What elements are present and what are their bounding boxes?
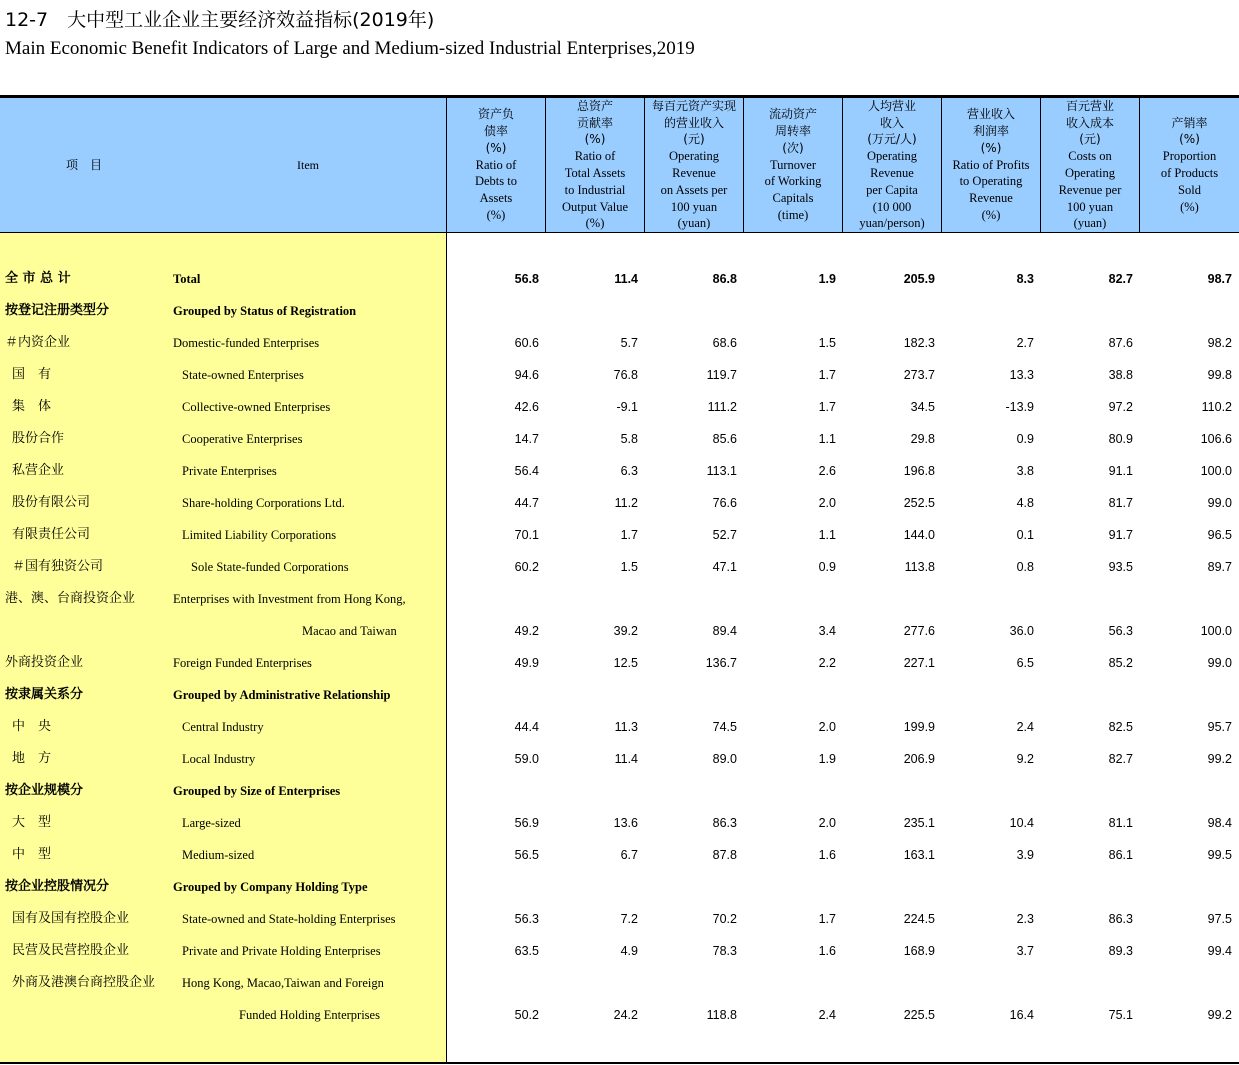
row-label-cn: 按企业控股情况分 xyxy=(5,879,110,894)
table-cell: 82.5 xyxy=(1108,720,1133,734)
row-label-cn: 国 有 xyxy=(12,367,52,382)
table-cell: 76.6 xyxy=(712,496,737,510)
table-cell: 24.2 xyxy=(613,1008,638,1022)
table-cell: 0.1 xyxy=(1016,528,1034,542)
row-label-en: Enterprises with Investment from Hong Kong, xyxy=(173,592,406,606)
table-cell: 39.2 xyxy=(613,624,638,638)
table-cell: 12.5 xyxy=(613,656,638,670)
header-column-cn: 营业收入 利润率 (%) xyxy=(966,107,1015,155)
row-label-en: Grouped by Company Holding Type xyxy=(173,880,368,894)
table-cell: 144.0 xyxy=(903,528,935,542)
table-cell: 89.3 xyxy=(1108,944,1133,958)
table-cell: 75.1 xyxy=(1108,1008,1133,1022)
row-label-en: Private Enterprises xyxy=(182,464,277,478)
table-cell: 6.5 xyxy=(1016,656,1034,670)
table-row xyxy=(0,647,1239,679)
table-cell: 2.3 xyxy=(1016,912,1034,926)
table-cell: 1.6 xyxy=(818,944,836,958)
table-cell: 1.6 xyxy=(818,848,836,862)
table-cell: 2.0 xyxy=(818,816,836,830)
table-cell: 106.6 xyxy=(1200,432,1232,446)
row-label-cn: 私营企业 xyxy=(12,463,65,478)
table-cell: 86.1 xyxy=(1108,848,1133,862)
table-cell: 89.0 xyxy=(712,752,737,766)
header-column-en: Costs on Operating Revenue per 100 yuan (yuan) xyxy=(1058,149,1122,231)
table-cell: 56.3 xyxy=(514,912,539,926)
header-column xyxy=(1040,98,1139,232)
header-column-cn: 人均营业 收入 (万元/人) xyxy=(867,98,917,147)
table-cell: 11.2 xyxy=(614,496,638,510)
table-cell: 70.1 xyxy=(514,528,539,542)
table-row xyxy=(0,583,1239,615)
table-row xyxy=(0,423,1239,455)
table-cell: 86.8 xyxy=(712,272,737,286)
table-cell: 11.3 xyxy=(614,720,638,734)
table-cell: 113.8 xyxy=(904,560,935,574)
header-column-en: Ratio of Total Assets to Industrial Output Value (%) xyxy=(561,149,629,231)
table-cell: 56.8 xyxy=(514,272,539,286)
table-cell: 9.2 xyxy=(1016,752,1034,766)
table-cell: 100.0 xyxy=(1200,624,1232,638)
header-column xyxy=(842,98,941,232)
table-cell: 82.7 xyxy=(1108,272,1133,286)
table-cell: 1.7 xyxy=(818,368,836,382)
table-cell: 0.8 xyxy=(1016,560,1034,574)
row-label-cn: ＃国有独资公司 xyxy=(12,559,104,574)
table-row xyxy=(0,263,1239,295)
table-row xyxy=(0,807,1239,839)
table-cell: 2.2 xyxy=(818,656,836,670)
table-cell: 59.0 xyxy=(514,752,539,766)
table-cell: 44.7 xyxy=(514,496,539,510)
table-cell: 224.5 xyxy=(903,912,935,926)
table-cell: 110.2 xyxy=(1201,400,1232,414)
table-cell: 205.9 xyxy=(903,272,935,286)
table-cell: 118.8 xyxy=(706,1008,737,1022)
table-cell: 2.4 xyxy=(818,1008,836,1022)
row-label-en: Total xyxy=(173,272,201,286)
table-cell: 91.1 xyxy=(1108,464,1133,478)
table-cell: 89.4 xyxy=(712,624,737,638)
table-row xyxy=(0,711,1239,743)
table-cell: 14.7 xyxy=(514,432,539,446)
header-column-cn: 总资产 贡献率 (%) xyxy=(576,98,613,147)
table-cell: 56.5 xyxy=(514,848,539,862)
row-label-cn: 外商及港澳台商控股企业 xyxy=(12,975,156,990)
table-row xyxy=(0,871,1239,903)
row-label-en: Local Industry xyxy=(182,752,256,766)
row-label-cn: 中 央 xyxy=(12,719,52,734)
table-row xyxy=(0,391,1239,423)
table-cell: 273.7 xyxy=(903,368,935,382)
table-cell: 1.9 xyxy=(818,272,836,286)
table-cell: 16.4 xyxy=(1009,1008,1034,1022)
row-label-en: Central Industry xyxy=(182,720,264,734)
table-cell: 76.8 xyxy=(613,368,638,382)
table-cell: 8.3 xyxy=(1016,272,1034,286)
table-cell: 50.2 xyxy=(514,1008,539,1022)
header-column-en: Proportion of Products Sold (%) xyxy=(1160,149,1219,214)
row-label-en: State-owned and State-holding Enterprises xyxy=(182,912,396,926)
table-cell: 225.5 xyxy=(903,1008,935,1022)
table-cell: 1.9 xyxy=(818,752,836,766)
table-cell: 42.6 xyxy=(514,400,539,414)
table-cell: 5.7 xyxy=(620,336,638,350)
table-cell: 196.8 xyxy=(903,464,935,478)
table-cell: 99.4 xyxy=(1207,944,1232,958)
table-cell: 68.6 xyxy=(712,336,737,350)
table-cell: 56.4 xyxy=(514,464,539,478)
row-label-en: State-owned Enterprises xyxy=(182,368,304,382)
table-cell: 56.3 xyxy=(1108,624,1133,638)
header-column xyxy=(941,98,1040,232)
table-cell: -9.1 xyxy=(616,400,638,414)
row-label-cn: ＃内资企业 xyxy=(5,335,71,350)
table-cell: 29.8 xyxy=(910,432,935,446)
table-header xyxy=(0,98,1239,233)
table-cell: 52.7 xyxy=(712,528,737,542)
table-cell: 97.2 xyxy=(1108,400,1133,414)
table-cell: 80.9 xyxy=(1108,432,1133,446)
table-cell: 136.7 xyxy=(705,656,737,670)
table-cell: 3.4 xyxy=(818,624,836,638)
row-label-en: Collective-owned Enterprises xyxy=(182,400,331,414)
row-label-cn: 民营及民营控股企业 xyxy=(12,943,130,958)
row-label-cn: 按企业规模分 xyxy=(5,783,84,798)
row-label-en: Cooperative Enterprises xyxy=(182,432,303,446)
row-label-cn: 港、澳、台商投资企业 xyxy=(5,591,136,606)
table-cell: 10.4 xyxy=(1009,816,1034,830)
table-cell: 87.6 xyxy=(1108,336,1133,350)
row-label-cn: 股份有限公司 xyxy=(12,495,91,510)
header-column-cn: 产销率 (%) xyxy=(1171,115,1208,147)
table-cell: 5.8 xyxy=(620,432,638,446)
row-label-en: Limited Liability Corporations xyxy=(182,528,337,542)
row-label-en: Share-holding Corporations Ltd. xyxy=(182,496,345,510)
table-cell: 1.5 xyxy=(620,560,638,574)
table-cell: 1.7 xyxy=(818,912,836,926)
header-column-en: Turnover of Working Capitals (time) xyxy=(764,157,822,222)
table-cell: 1.1 xyxy=(818,528,836,542)
table-cell: 119.7 xyxy=(706,368,737,382)
header-column xyxy=(743,98,842,232)
table-cell: 63.5 xyxy=(514,944,539,958)
table-cell: 38.8 xyxy=(1108,368,1133,382)
table-row xyxy=(0,839,1239,871)
table-row xyxy=(0,295,1239,327)
table-cell: 99.2 xyxy=(1207,752,1232,766)
table-cell: 113.1 xyxy=(706,464,737,478)
header-column-en: Ratio of Debts to Assets (%) xyxy=(474,157,517,222)
table-row xyxy=(0,775,1239,807)
table-cell: -13.9 xyxy=(1005,400,1034,414)
table-cell: 11.4 xyxy=(614,752,638,766)
table-cell: 252.5 xyxy=(903,496,935,510)
table-cell: 1.7 xyxy=(818,400,836,414)
table-cell: 168.9 xyxy=(903,944,935,958)
row-label-en: Macao and Taiwan xyxy=(302,624,397,638)
row-label-en: Foreign Funded Enterprises xyxy=(173,656,312,670)
table-cell: 206.9 xyxy=(903,752,935,766)
table-row xyxy=(0,615,1239,647)
table-cell: 1.1 xyxy=(818,432,836,446)
table-title-en: Main Economic Benefit Indicators of Large and Medium-sized Industrial Enterprises,2019 xyxy=(5,38,695,59)
row-label-en: Grouped by Administrative Relationship xyxy=(173,688,391,702)
table-cell: 0.9 xyxy=(1016,432,1034,446)
table-cell: 227.1 xyxy=(903,656,935,670)
table-cell: 60.2 xyxy=(514,560,539,574)
table-cell: 3.8 xyxy=(1016,464,1034,478)
table-cell: 199.9 xyxy=(903,720,935,734)
header-column-en: Ratio of Profits to Operating Revenue (%) xyxy=(952,157,1030,222)
table-cell: 100.0 xyxy=(1200,464,1232,478)
table-row xyxy=(0,967,1239,999)
table-cell: 3.7 xyxy=(1016,944,1034,958)
table-cell: 49.9 xyxy=(514,656,539,670)
row-label-en: Large-sized xyxy=(182,816,241,830)
table-cell: 277.6 xyxy=(903,624,935,638)
header-column-cn: 每百元资产实现 的营业收入 (元) xyxy=(651,98,736,147)
table-row xyxy=(0,359,1239,391)
table-cell: 94.6 xyxy=(514,368,539,382)
header-item-en: Item xyxy=(297,158,319,172)
table-cell: 99.0 xyxy=(1207,496,1232,510)
row-label-cn: 大 型 xyxy=(12,815,52,830)
table-cell: 11.4 xyxy=(614,272,638,286)
header-column xyxy=(644,98,743,232)
table-cell: 6.3 xyxy=(620,464,638,478)
table-cell: 98.4 xyxy=(1207,816,1232,830)
table-cell: 4.8 xyxy=(1016,496,1034,510)
row-label-en: Private and Private Holding Enterprises xyxy=(182,944,381,958)
table-cell: 2.0 xyxy=(818,496,836,510)
table-cell: 86.3 xyxy=(712,816,737,830)
header-column xyxy=(545,98,644,232)
table-cell: 85.2 xyxy=(1108,656,1133,670)
table-cell: 3.9 xyxy=(1016,848,1034,862)
table-row xyxy=(0,551,1239,583)
table-cell: 97.5 xyxy=(1207,912,1232,926)
table-cell: 44.4 xyxy=(514,720,539,734)
table-cell: 82.7 xyxy=(1108,752,1133,766)
table-cell: 60.6 xyxy=(514,336,539,350)
row-label-en: Domestic-funded Enterprises xyxy=(173,336,320,350)
table-cell: 2.0 xyxy=(818,720,836,734)
header-item-cn: 项 目 xyxy=(66,158,103,172)
table-cell: 89.7 xyxy=(1207,560,1232,574)
table-cell: 163.1 xyxy=(903,848,935,862)
row-label-en: Funded Holding Enterprises xyxy=(239,1008,380,1022)
table-cell: 78.3 xyxy=(712,944,737,958)
row-label-cn: 按隶属关系分 xyxy=(5,687,84,702)
table-row xyxy=(0,999,1239,1031)
table-cell: 99.8 xyxy=(1207,368,1232,382)
table-cell: 99.5 xyxy=(1207,848,1232,862)
row-label-en: Grouped by Status of Registration xyxy=(173,304,357,318)
row-label-cn: 按登记注册类型分 xyxy=(5,303,110,318)
table-cell: 98.2 xyxy=(1207,336,1232,350)
row-label-en: Medium-sized xyxy=(182,848,255,862)
table-title-cn: 12-7 大中型工业企业主要经济效益指标(2019年) xyxy=(5,9,435,31)
table-cell: 99.0 xyxy=(1207,656,1232,670)
header-column-cn: 百元营业 收入成本 (元) xyxy=(1065,98,1114,147)
table-cell: 13.3 xyxy=(1009,368,1034,382)
table-cell: 7.2 xyxy=(620,912,638,926)
row-label-en: Sole State-funded Corporations xyxy=(191,560,349,574)
row-label-cn: 国有及国有控股企业 xyxy=(12,911,130,926)
table-cell: 86.3 xyxy=(1108,912,1133,926)
table-cell: 1.5 xyxy=(818,336,836,350)
table-cell: 2.6 xyxy=(818,464,836,478)
row-label-cn: 股份合作 xyxy=(12,431,65,446)
table-cell: 0.9 xyxy=(818,560,836,574)
row-label-cn: 地 方 xyxy=(12,751,52,766)
table-cell: 36.0 xyxy=(1009,624,1034,638)
row-label-en: Grouped by Size of Enterprises xyxy=(173,784,341,798)
data-table xyxy=(0,95,1239,1064)
table-cell: 2.7 xyxy=(1016,336,1034,350)
table-cell: 70.2 xyxy=(712,912,737,926)
row-label-cn: 中 型 xyxy=(12,847,52,862)
table-cell: 81.7 xyxy=(1108,496,1133,510)
row-label-cn: 全 市 总 计 xyxy=(5,271,71,286)
bottom-rule xyxy=(0,1062,1239,1064)
table-cell: 49.2 xyxy=(514,624,539,638)
table-cell: 235.1 xyxy=(903,816,935,830)
header-column-en: Operating Revenue on Assets per 100 yuan (yuan) xyxy=(660,149,728,231)
row-label-cn: 有限责任公司 xyxy=(12,527,91,542)
table-row xyxy=(0,455,1239,487)
table-cell: 13.6 xyxy=(613,816,638,830)
table-cell: 96.5 xyxy=(1207,528,1232,542)
table-cell: 6.7 xyxy=(620,848,638,862)
table-cell: 47.1 xyxy=(712,560,737,574)
table-row xyxy=(0,935,1239,967)
table-cell: 182.3 xyxy=(903,336,935,350)
table-row xyxy=(0,327,1239,359)
row-label-cn: 外商投资企业 xyxy=(5,655,84,670)
table-row xyxy=(0,743,1239,775)
table-cell: 93.5 xyxy=(1108,560,1133,574)
table-cell: 81.1 xyxy=(1108,816,1133,830)
table-cell: 2.4 xyxy=(1016,720,1034,734)
table-cell: 34.5 xyxy=(910,400,935,414)
table-cell: 111.2 xyxy=(707,400,737,414)
header-column xyxy=(1139,98,1239,232)
table-row xyxy=(0,487,1239,519)
table-cell: 95.7 xyxy=(1207,720,1232,734)
table-cell: 91.7 xyxy=(1108,528,1133,542)
header-column xyxy=(446,98,545,232)
table-cell: 98.7 xyxy=(1207,272,1232,286)
table-row xyxy=(0,903,1239,935)
table-row xyxy=(0,679,1239,711)
table-cell: 56.9 xyxy=(514,816,539,830)
table-cell: 74.5 xyxy=(712,720,737,734)
row-label-en: Hong Kong, Macao,Taiwan and Foreign xyxy=(182,976,384,990)
row-label-cn: 集 体 xyxy=(12,399,52,414)
table-cell: 99.2 xyxy=(1207,1008,1232,1022)
table-cell: 85.6 xyxy=(712,432,737,446)
header-column-en: Operating Revenue per Capita (10 000 yuan/person) xyxy=(859,149,925,231)
table-cell: 4.9 xyxy=(620,944,638,958)
header-column-cn: 资产负 债率 (%) xyxy=(477,107,514,155)
table-row xyxy=(0,519,1239,551)
table-cell: 1.7 xyxy=(620,528,638,542)
table-cell: 87.8 xyxy=(712,848,737,862)
header-column-cn: 流动资产 周转率 (次) xyxy=(768,107,817,155)
